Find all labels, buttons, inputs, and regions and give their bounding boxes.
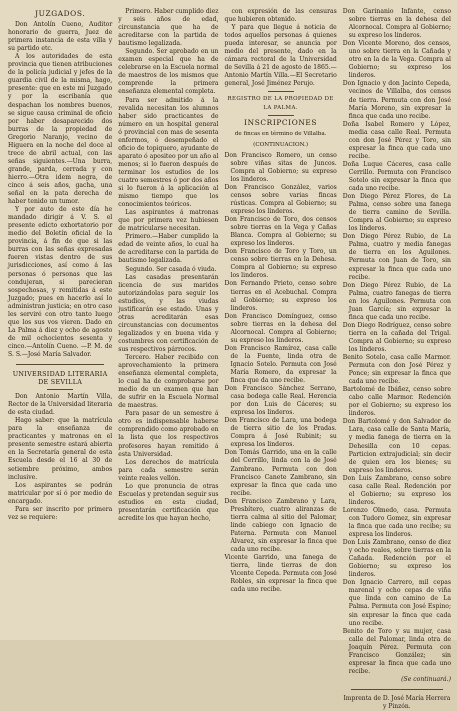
list-item: Don Vicente Moreno, dos censos, uno sobre tierra en la Cañada y otro en la de la Vega. Compra al Gobierno; su expreso los linderos. bbox=[342, 40, 451, 80]
list-item: Don Diego Pérez Flores, de La Palma, censo sobre una fanega de tierra camino de Sevilla. Compra al Gobierno; su expreso los linderos. bbox=[342, 193, 451, 233]
paragraph: Primero. Haber cumplido diez y seis años de edad, circunstancia que ha de acreditarse con la partida de bautismo legalizada. bbox=[118, 8, 219, 48]
paragraph: Y para que llegue á noticia de todos aquellos personas á quienes pueda interesar, se anuncia por medio del presente, dado en la cámara rectoral de la Universidad de Sevilla á 21 de agosto de 1865.—Antonio Martín Villa.—El Secretario general, José Jiménez Perujo. bbox=[224, 24, 337, 88]
divider bbox=[16, 364, 104, 365]
section-heading-universidad: UNIVERSIDAD LITERARIA DE SEVILLA bbox=[12, 370, 108, 387]
list-item: Don Fernando Prieto, censo sobre tierras en el Acebuchal. Compra al Gobierno; su expreso los linderos. bbox=[224, 280, 337, 312]
list-item: Don Francisco de Toro, dos censos sobre tierras en la Vega y Cañas Blanca. Compra al Gobierno; su expreso los linderos. bbox=[224, 216, 337, 248]
list-item: Don Ignacio y don Jacinto Cepeda, vecinos de Villalba, dos censos de tierra. Permuta con don José María Moreno, sin expresar la finca que cada uno recibe. bbox=[342, 80, 451, 120]
section-heading-juzgados: JUZGADOS. bbox=[35, 9, 86, 18]
list-item: Don Diego Pérez Rubio, de La Palma, cuatro fanegas de tierra en los Aguilones. Permuta con Juan García; sin expresar la finca que cada uno recibe. bbox=[342, 281, 451, 321]
continuation-note: (CONTINUACION.) bbox=[253, 141, 309, 148]
list-item: Don Francisco de Toro y Toro, un censo sobre tierras en la Dehesa. Compra al Gobierno; su expreso los linderos. bbox=[224, 248, 337, 280]
paragraph: Hago saber: que la matrícula para la enseñanza de practicantes y matronas en el presente semestre estará abierta en la Secretaría general de esta Escuela desde el 16 al 30 de setiembre próximo, ambos inclusive. bbox=[8, 417, 113, 481]
paragraph: Primero.—Haber cumplido la edad de veinte años, lo cual ha de acreditarse con la partida de bautismo legalizada. bbox=[118, 233, 219, 265]
column-1 bbox=[8, 8, 112, 636]
inscription-list bbox=[225, 152, 337, 595]
paragraph: Segundo. Ser casada ó viuda. bbox=[125, 265, 217, 273]
list-item: Doña Luque Cáceres, casa calle Cerrillo. Permuta con Francisco Sotelo sin expresar la finca que cada uno recibe. bbox=[342, 160, 451, 193]
registry-heading: REGISTRO DE LA PROPIEDAD DE LA PALMA. bbox=[227, 96, 334, 111]
list-item: Don Garinanio Infante, censo sobre tierras en la dehesa del Alcornocal. Compra al Gobierno; su expreso los linderos. bbox=[342, 8, 451, 40]
list-item: Doña Isabel Romero y López, media casa calle Real. Permuta con don José Pérez y Toro, sin expresar la finca que cada uno recibe. bbox=[342, 120, 451, 160]
paragraph: Las casadas presentarán licencia de sus maridos autorizándolas para seguir los estudios, y las viudas justificarán ese estado. Unas y otras acreditarán esas circunstancias con documentos legalizados y en buena vida y costumbres con certificación de sus respectivos párrocos. bbox=[118, 273, 219, 353]
list-item: Don Francisco Sánchez Serrano, casa bodega calle Real. Herencia por don Luis de Cáceres; su expresa los linderos. bbox=[224, 385, 337, 417]
list-item: Don Francisco Romero, un censo sobre viñas sitas de Juncos. Compra al Gobierno; su expreso los linderos. bbox=[224, 151, 337, 183]
list-item: Benito Sotelo, casa calle Marmor. Permuta con don José Pérez y Ponce; sin expresar la finca que cada uno recibe. bbox=[342, 354, 451, 386]
continuation-note: (Se continuará.) bbox=[401, 675, 451, 683]
list-item: Don Francisco González, varios censos sobre varias fincas rústicas. Compra al Gobierno; su expreso los linderos. bbox=[224, 183, 337, 216]
list-item: Benito de Toro y su mujer, casa calle del Palomar, linda otra de Joaquín Pérez. Permuta con Francisco González; sin expresar la finca que cada uno recibe. bbox=[342, 627, 451, 675]
imprint: Imprenta de D. José María Herrera y Pinzón. bbox=[343, 694, 451, 710]
paragraph: Para ser inscrito por primera vez se requiere: bbox=[8, 505, 113, 521]
list-item: Vicente Garrido, una fanega de tierra, linde tierras de don Vicente Cepeda. Permuta con José Robles, sin expresar la finca que cada uno recibe. bbox=[224, 554, 337, 594]
divider bbox=[351, 689, 443, 690]
list-item: Don Tomás Garrido, una en la calle del Cerrillo, linda con la de José Zambrano. Permuta con don Francisco Canete Zambrano, sin expresar la finca que cada uno recibe. bbox=[224, 449, 337, 497]
paragraph: Segundo. Ser aprobado en un examen especial que ha de celebrarse en la Escuela normal de maestros de los mismos que comprende la primera enseñanza elemental completa. bbox=[118, 48, 219, 96]
column-3 bbox=[225, 8, 337, 636]
list-item: Don Luis Zambrano, censo de diez y ocho reales, sobre tierras en la Cañada. Redención por el Gobierno; su expreso los linderos. bbox=[342, 539, 451, 579]
paragraph: Tercero. Haber recibido con aprovechamiento la primera enseñanza elemental completa, lo cual ha de comprobarse por medio de un examen que han de sufrir en la Escuela Normal de maestras. bbox=[118, 354, 219, 410]
short-divider bbox=[268, 115, 294, 116]
list-item: Lorenzo Olmedo, casa. Permuta con Tudoro Gomez, sin expresar la finca que cada uno recibe; su expresa los linderos. bbox=[342, 506, 451, 539]
paragraph: Las aspirantes á matronas que por primera vez hubiesen de matricularse necesitan. bbox=[118, 209, 219, 233]
list-item: Don Diego Rodríguez, censo sobre tierra en la cañada del Trigal. Compra al Gobierno; su expreso los linderos. bbox=[342, 321, 451, 353]
paragraph: Lo que pronuncia de otras Escuelas y pretendan seguir sus estudios en esta ciudad, presentarán certificación que acredite los que hayan hecho, bbox=[118, 482, 219, 522]
section-subheading: de fincas en término de Villalba. bbox=[234, 130, 327, 137]
paragraph: Don Antolín Cueno, Auditor honorario de guerra, Juez de primera instancia de esta villa y su partido etc. bbox=[8, 21, 113, 53]
paragraph: Los aspirantes se podrán matricular por sí ó por medio de encargado. bbox=[8, 481, 113, 505]
paragraph: A los autoridades de esta provincia que tienen atribuciones de la policía judicial y jefes de la guardia civil de la misma, hago, presente: que en este mi Juzgado y por la escribanía que despachan los nombres buenos, se sigue causa criminal de oficio por haber desaparecido dos burras de la propiedad de Gregorio Naranjo, vecino de Higuera en la noche del doce al trece de abril actual, con las señas siguientes.—Una burra, grande, parda, cerrada y con hierro.—Otra idem negra, de cinco á seis años, gacha, una señal en la pata derecha de haber tenido un tumor. bbox=[8, 53, 113, 206]
list-item: Bartolomé de Ibáñez, censo sobre cabo calle Marmor. Redención por el Gobierno; su expreso los linderos. bbox=[342, 386, 451, 418]
paragraph: con expresión de las censuras que hubieren obtenido. bbox=[224, 8, 337, 24]
column-2 bbox=[118, 8, 218, 636]
list-item: Don Francisco Domínguez, censo sobre tierras en la dehesa del Alcornocal. Compra al Gobierno; su expreso los linderos. bbox=[224, 312, 337, 344]
list-item: Don Bartolomé y don Salvador de Lara, casa calle de Santa María, y media fanega de tierra en la Dehesilla con 10 cepas. Particion extrajudicial; sin decir de quien era los bienes; su expreso los linderos. bbox=[342, 418, 451, 474]
column-4 bbox=[342, 8, 451, 710]
list-item: Don Francisco Zambrano y Lara, Presbítero, cuatro aliranzas de tierra calma al sitio del Palomar, linde cabiego con Ignacio de Paterna. Permuta con Manuel Álvarez, sin expresar la finca que cada uno recibe. bbox=[224, 497, 337, 553]
paragraph: Y por auto de este día he mandado dirigir á V. S. el presente edicto exhortatorio por medio del Boletín oficial de la provincia, á fin de que si las burras con las señas expresadas fueren vistas dentro de sus jurisdicciones, así como á las personas ó personas que las condujeran, si parecieran sospechosas, y remitidas á este Juzgado; pues en hacerlo así lo administran justicia; en otro caso les serviré con otro tanto luego que los sus vos vieren. Dado en La Palma á diez y ocho de agosto de mil ochocientos sesenta y cinco.—Antolín Cueno. —P. M. de S. S.—José María Salvador. bbox=[8, 206, 113, 358]
list-item: Don Luis Zambrano, censo sobre casa calle Real. Redención por el Gobierno; su expreso los linderos. bbox=[342, 474, 451, 506]
paragraph: Don Antonio Martín Villa, Rector de la Universidad literaria de esta ciudad. bbox=[8, 393, 113, 417]
short-divider bbox=[47, 389, 73, 390]
paragraph: Para pasar de un semestre á otro es indispensable haberse comprendido como aprobado en la lista que los respectivos profesores hayan remitido á esta Universidad. bbox=[118, 410, 219, 458]
list-item: Don Francisco Ramírez, casa calle de la Fuente, linda otra de Ignacio Sotelo. Permuta con José María Romero, da expresar la finca que da uno recibe. bbox=[224, 344, 337, 385]
short-divider bbox=[268, 91, 294, 92]
list-item: Don Francisco de Lara, una bodega de tierra sitio de los Pradas. Compra á José Rubinit; su expresa los linderos. bbox=[224, 417, 337, 449]
section-heading-inscripciones: INSCRIPCIONES bbox=[244, 117, 318, 127]
list-item: Don Ignacio Carrero, mil cepas marenal y ocho cepas de viña que linda con camino de La Palma. Permuta con José Espino; sin expresar la finca que cada uno recibe. bbox=[342, 579, 451, 627]
list-item: Don Diego Pérez Rubio, de La Palma, cuatro y media fanegas de tierra en los Aguilones. Permuta con Juan de Toro, sin expresar la finca que cada uno recibe. bbox=[342, 233, 451, 281]
paragraph: Los derechos de matrícula para cada semestre serán veinte reales vellón. bbox=[118, 458, 219, 482]
paragraph: Para ser admitido á la revalida necesitan los alumnos haber sido practicantes de número en un hospital general ó provincial con mas de sesenta enfermos, ó desempeñado el oficio de topiquero, ayudante de aparato ó apositeo por un año al menos; si lo fueron después de terminar los estudios de los cuatro semestres ó por dos años si lo fueron á la aplicación al mismo tiempo que los conocimientos teóricos. bbox=[118, 96, 219, 209]
inscription-list-continued bbox=[343, 8, 451, 676]
